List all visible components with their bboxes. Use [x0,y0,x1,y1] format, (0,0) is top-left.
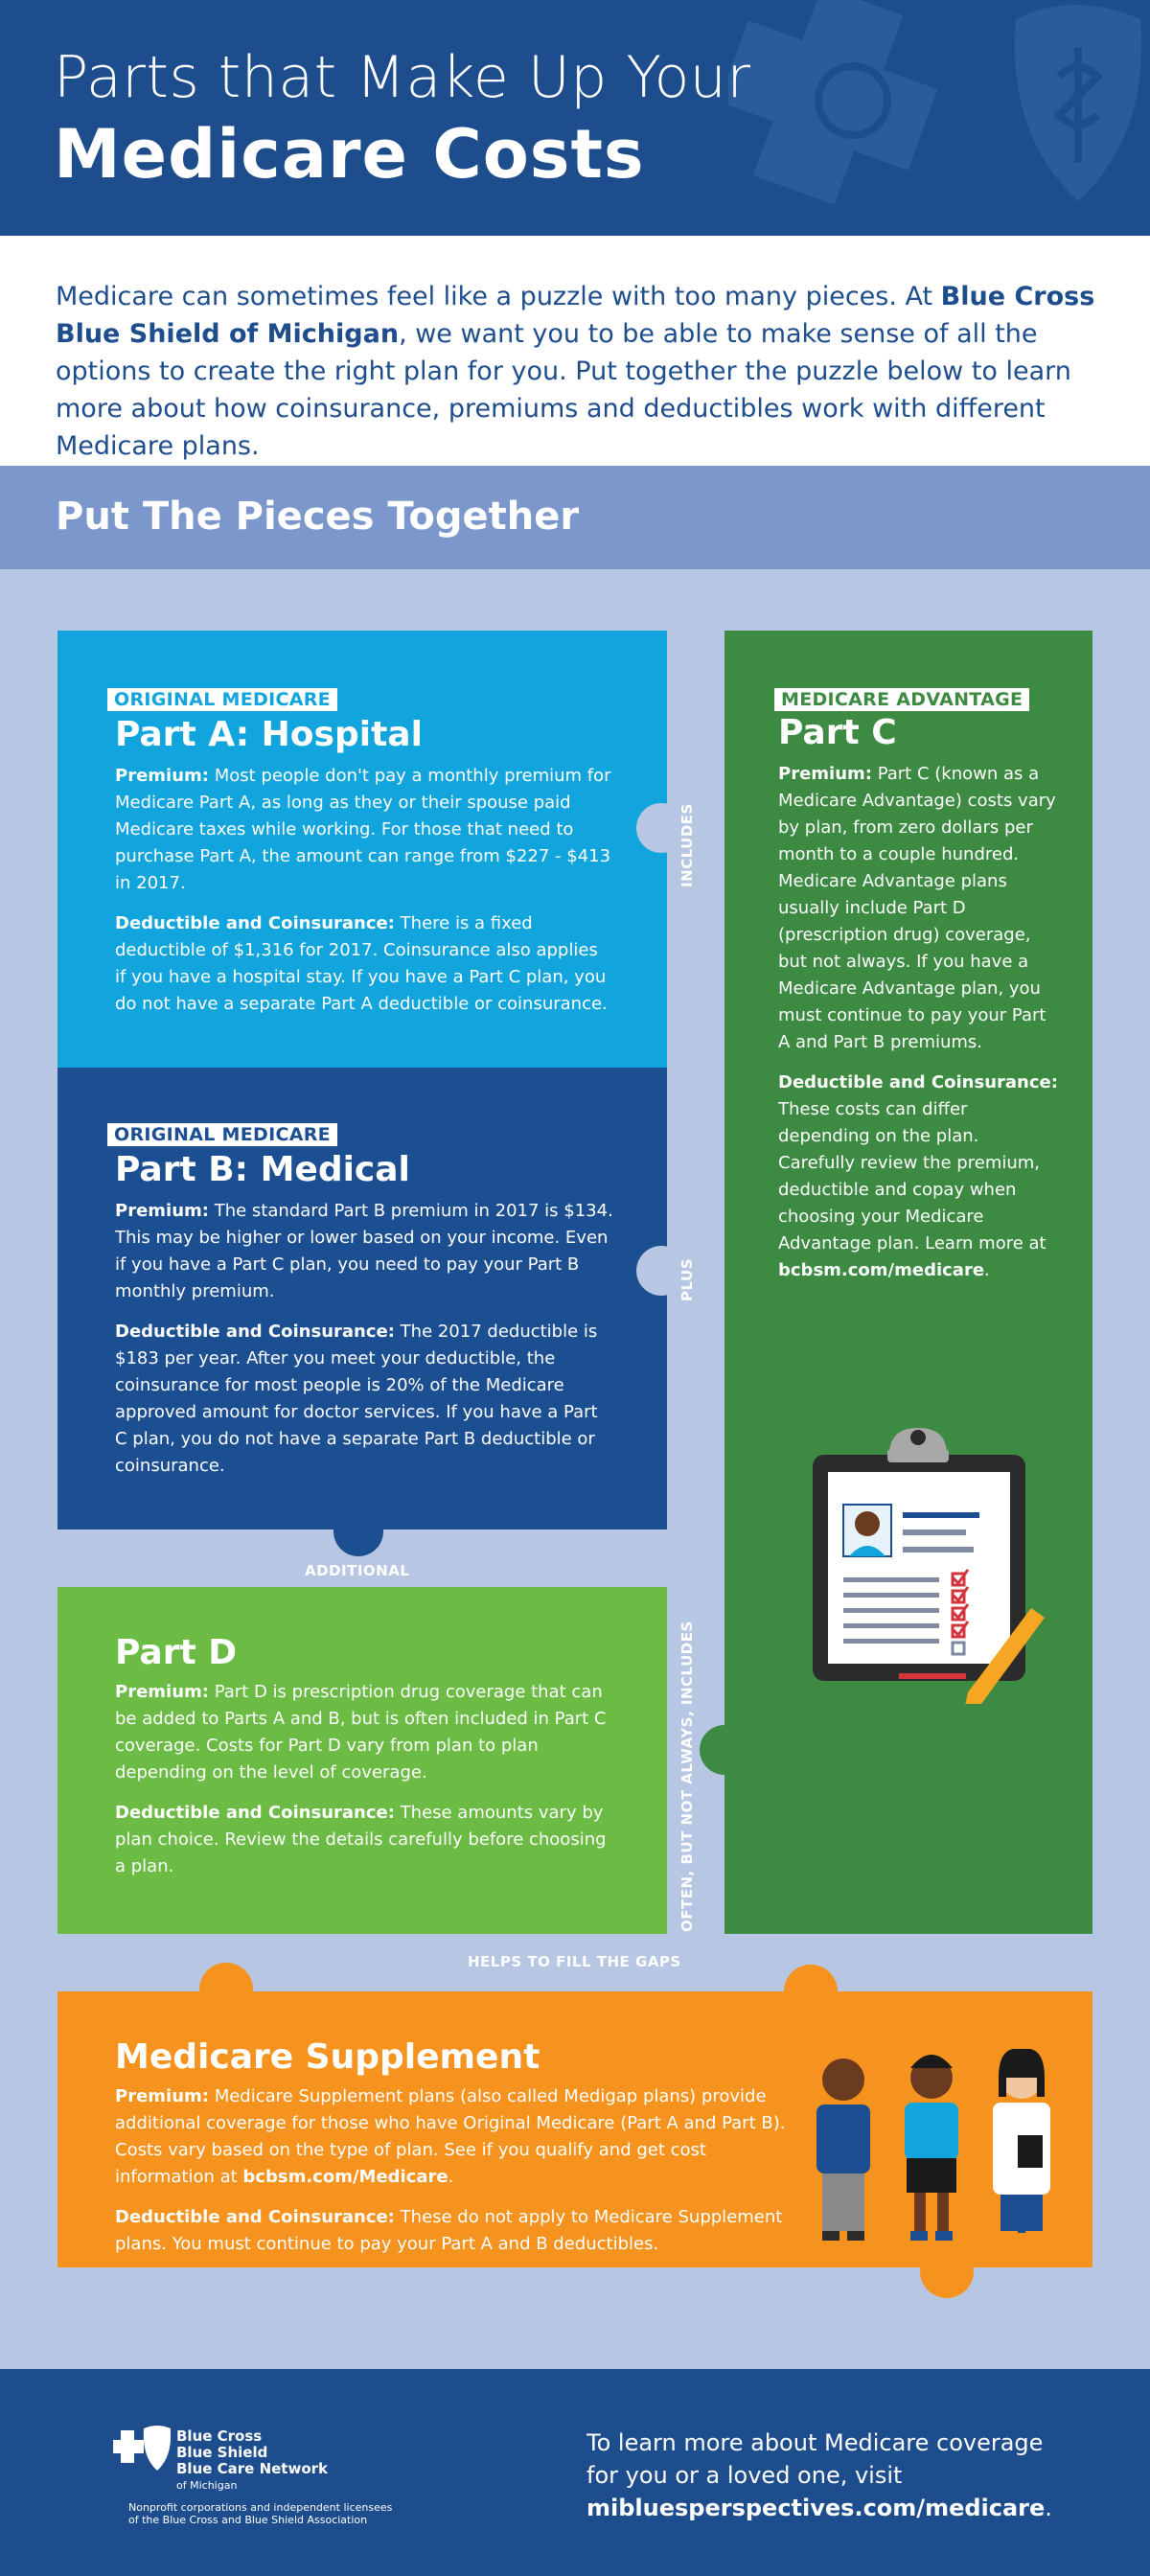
cross-shield-logo-icon [113,2423,171,2484]
part-a-body [115,763,613,1031]
part-c-body [778,761,1058,1298]
part-d-deductible: Deductible and Coinsurance: These amounts vary by plan choice. Review the details carefully before choosing a plan. [115,1803,607,1876]
part-a-tag: ORIGINAL MEDICARE [107,688,337,711]
part-a-deductible: Deductible and Coinsurance: There is a fixed deductible of $1,316 for 2017. Coinsurance also applies if you have a hospital stay. If you have a Part C plan, you do not have a separate Part A deductible or coinsurance. [115,913,608,1014]
page-title-line2: Medicare Costs [54,115,645,194]
part-c-premium: Premium: Part C (known as a Medicare Advantage) costs vary by plan, from zero dollars per month to a couple hundred. Medicare Advantage plans usually include Part D (prescription drug) coverage, but not always. If you have a Medicare Advantage plan, you must continue to pay your Part A and Part B premiums. [778,764,1056,1052]
clipboard-icon [774,1416,1062,1704]
supplement-title: Medicare Supplement [115,2037,540,2077]
connector-additional: ADDITIONAL [305,1562,410,1579]
part-c-tag: MEDICARE ADVANTAGE [774,688,1029,711]
supplement-deductible: Deductible and Coinsurance: These do not apply to Medicare Supplement plans. You must continue to pay your Part A and B deductibles. [115,2207,783,2254]
supplement-link[interactable]: bcbsm.com/Medicare [242,2167,448,2187]
footer-logo-text: Blue Cross Blue Shield Blue Care Network of Michigan [176,2427,329,2492]
part-a-premium: Premium: Most people don't pay a monthly premium for Medicare Part A, as long as they or their spouse paid Medicare taxes while working. For those that need to purchase Part A, the amount can range from $227 - $413 in 2017. [115,766,611,893]
intro-brand: Blue Cross Blue Shield of Michigan [56,282,1095,349]
page-title-line1: Parts that Make Up Your [54,44,751,111]
people-illustration [788,2049,1075,2250]
part-c-link[interactable]: bcbsm.com/medicare [778,1260,985,1280]
footer-cta: To learn more about Medicare coverage for you or a loved one, visit mibluesperspectives.com/medicare. [586,2429,1052,2521]
part-b-premium: Premium: The standard Part B premium in 2017 is $134. This may be higher or lower based on your income. Even if you have a Part C plan, you need to pay your Part B monthly premium. [115,1201,613,1301]
part-d-card [58,1587,667,1934]
part-d-body [115,1679,613,1894]
supplement-card [58,1991,1092,2267]
connector-often: OFTEN, BUT NOT ALWAYS, INCLUDES [678,1621,696,1932]
intro-paragraph: Medicare can sometimes feel like a puzzle with too many pieces. At Blue Cross Blue Shield of Michigan, we want you to be able to make sense of all the options to create the right plan for you. Put together the puzzle below to learn more about how coinsurance, premiums and deductibles work with different Medicare plans. [56,282,1095,461]
footer [0,2369,1150,2576]
supplement-premium: Premium: Medicare Supplement plans (also called Medigap plans) provide additional coverage for those who have Original Medicare (Part A and Part B). Costs vary based on the type of plan. See if you qualify and get cost information at bcbsm.com/Medicare. [115,2086,786,2187]
part-b-card [58,1068,667,1530]
part-d-premium: Premium: Part D is prescription drug coverage that can be added to Parts A and B, but is often included in Part C coverage. Costs for Part D vary from plan to plan depending on the level of coverage. [115,1682,607,1782]
footer-logo-subtext: Nonprofit corporations and independent licensees of the Blue Cross and Blue Shield Association [128,2501,393,2526]
part-a-card [58,631,667,1068]
part-b-body [115,1198,613,1493]
part-c-card [724,631,1092,1934]
supplement-body [115,2083,786,2271]
connector-gaps: HELPS TO FILL THE GAPS [468,1953,681,1970]
connector-includes: INCLUDES [678,803,696,887]
part-a-title: Part A: Hospital [115,715,423,754]
header-banner [0,0,1150,236]
intro-section [0,236,1150,466]
section-band [0,466,1150,569]
part-b-tag: ORIGINAL MEDICARE [107,1123,337,1146]
part-c-deductible: Deductible and Coinsurance: These costs can differ depending on the plan. Carefully review the premium, deductible and copay when choosing your Medicare Advantage plan. Learn more at bcbsm.com/medicare. [778,1072,1058,1280]
connector-plus: PLUS [678,1257,696,1301]
puzzle-knob [334,1506,383,1556]
section-title: Put The Pieces Together [56,494,580,539]
part-c-title: Part C [778,713,897,752]
part-b-deductible: Deductible and Coinsurance: The 2017 deductible is $183 per year. After you meet your deductible, the coinsurance for most people is 20% of the Medicare approved amount for doctor services. If you have a Part C plan, you do not have a separate Part B deductible or coinsurance. [115,1322,598,1476]
part-b-title: Part B: Medical [115,1150,410,1189]
footer-cta-link[interactable]: mibluesperspectives.com/medicare [586,2495,1046,2521]
puzzle-knob [700,1725,749,1775]
cross-shield-watermark-icon [728,0,1150,236]
part-d-title: Part D [115,1633,238,1672]
